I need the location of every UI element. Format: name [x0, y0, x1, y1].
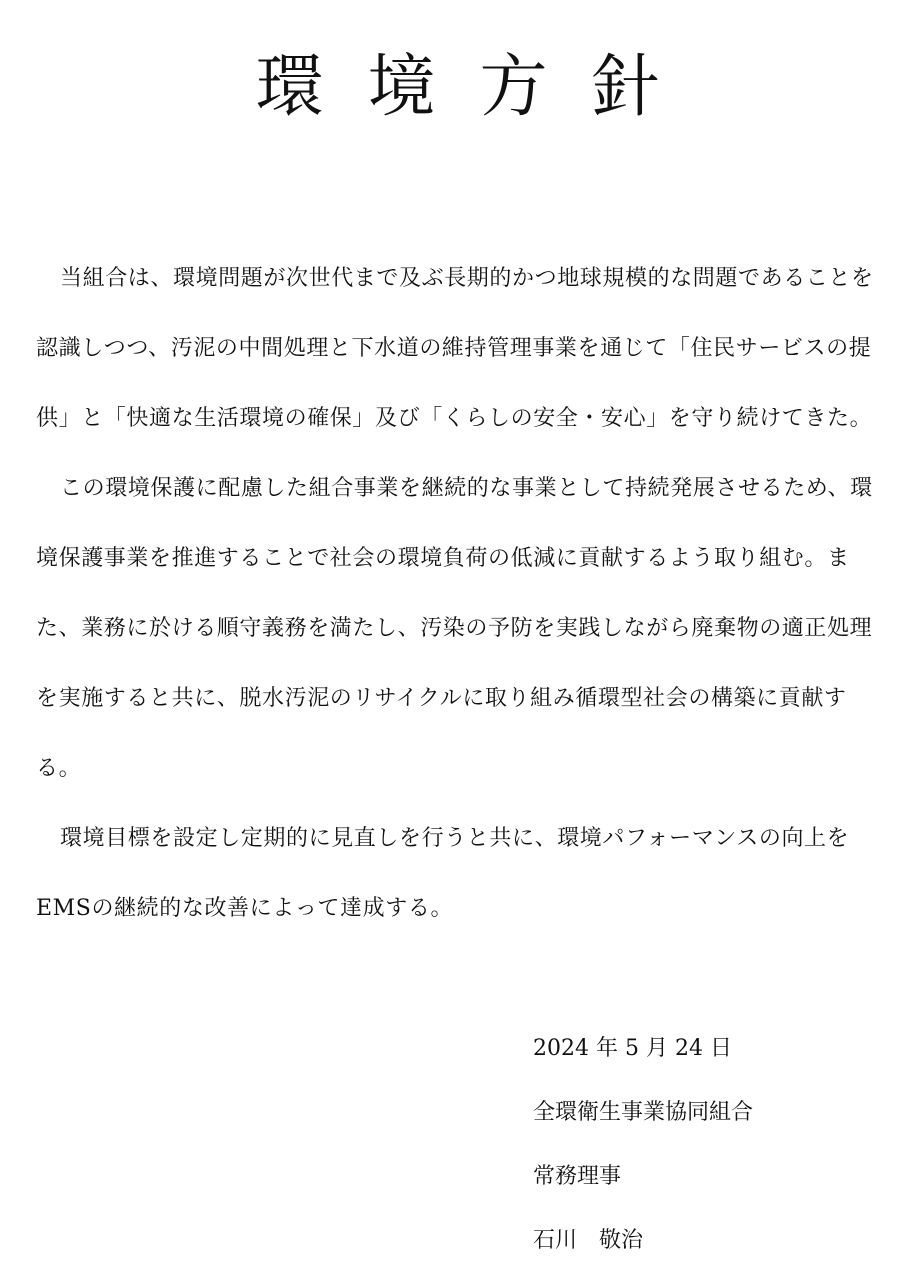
policy-paragraph-3: 環境目標を設定し定期的に見直しを行うと共に、環境パフォーマンスの向上をEMSの継続的な改善によって達成する。 [36, 826, 850, 921]
policy-paragraph-2: この環境保護に配慮した組合事業を継続的な事業として持続発展させるため、環境保護事業を推進することで社会の環境負荷の低減に貢献するよう取り組む。また、業務に於ける順守義務を満たし、汚染の予防を実践しながら廃棄物の適正処理を実施すると共に、脱水汚泥のリサイクルに取り組み循環型社会の構築に貢献する。 [36, 476, 873, 781]
issue-date: 2024 年 5 月 24 日 [533, 1036, 732, 1061]
signature-block [533, 1017, 893, 1273]
policy-paragraph-1: 当組合は、環境問題が次世代まで及ぶ長期的かつ地球規模的な問題であることを認識しつつ、汚泥の中間処理と下水道の維持管理事業を通じて「住民サービスの提供」と「快適な生活環境の確保」及び「くらしの安全・安心」を守り続けてきた。 [36, 266, 874, 431]
signatory-name: 石川 敬治 [533, 1228, 644, 1253]
document-title: 環境方針 [255, 48, 704, 127]
policy-body [36, 244, 886, 944]
organization-name: 全環衛生事業協同組合 [533, 1100, 754, 1125]
signatory-position: 常務理事 [533, 1164, 622, 1189]
